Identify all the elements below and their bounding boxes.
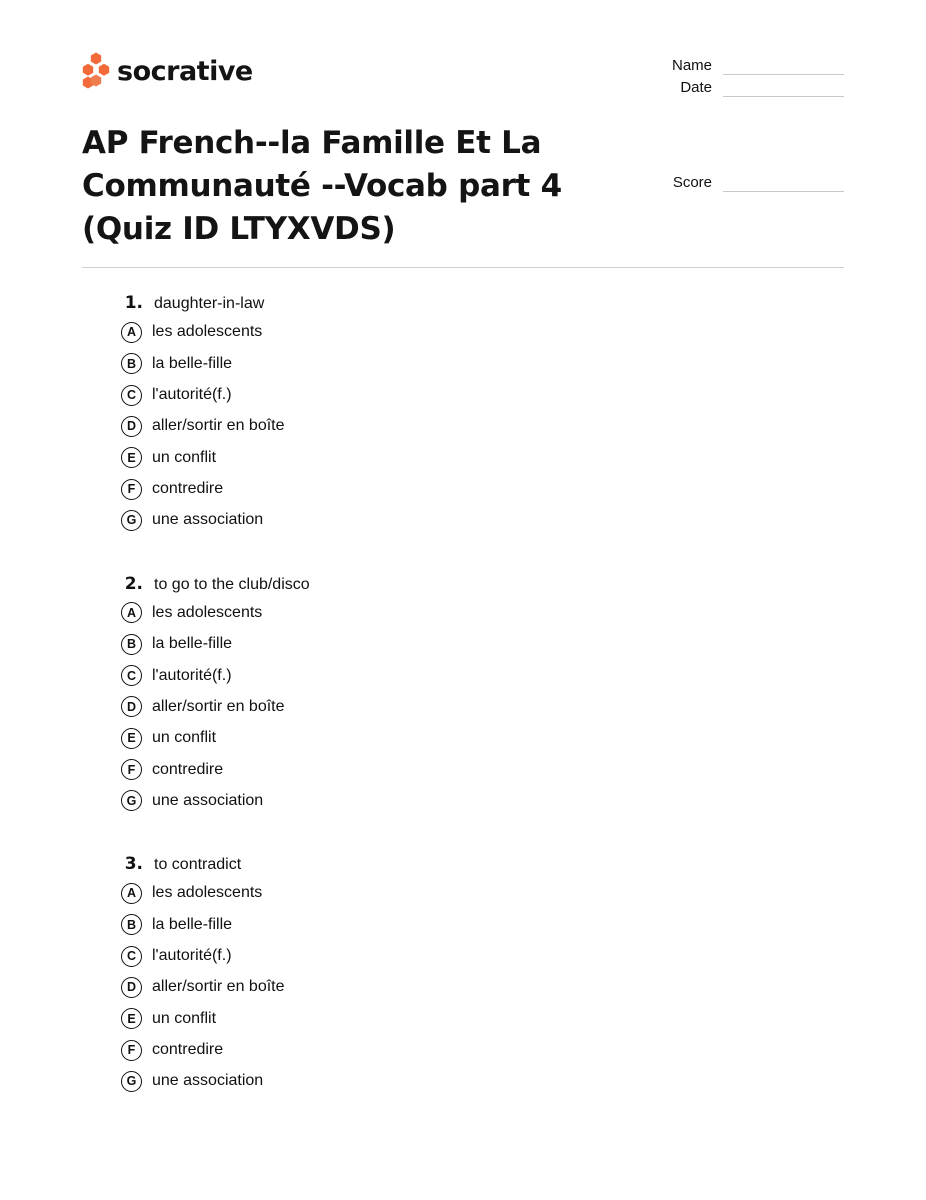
- option-a[interactable]: [121, 319, 621, 345]
- socrative-logo: [82, 52, 253, 90]
- option-letter-circle[interactable]: D: [121, 977, 142, 998]
- option-text: une association: [152, 1072, 264, 1089]
- option-text: contredire: [152, 760, 224, 778]
- brand-name: socrative: [117, 55, 253, 87]
- option-g[interactable]: [121, 788, 621, 814]
- option-text: aller/sortir en boîte: [152, 978, 285, 995]
- option-a[interactable]: [121, 880, 621, 906]
- option-e[interactable]: [121, 725, 621, 751]
- score-label: Score: [672, 174, 712, 191]
- question-number: 3.: [124, 854, 143, 874]
- header-divider: [82, 267, 844, 268]
- option-text: l'autorité(f.): [152, 386, 232, 403]
- option-text: les adolescents: [152, 603, 263, 621]
- option-letter-circle[interactable]: G: [121, 1071, 142, 1092]
- question-1: [0, 290, 926, 571]
- option-letter-circle[interactable]: C: [121, 385, 142, 406]
- name-line[interactable]: [723, 74, 844, 75]
- option-text: les adolescents: [152, 323, 263, 340]
- option-g[interactable]: [121, 507, 621, 533]
- option-letter-circle[interactable]: D: [121, 696, 142, 717]
- option-text: la belle-fille: [152, 635, 233, 652]
- option-text: une association: [152, 511, 264, 528]
- option-c[interactable]: [121, 663, 621, 689]
- score-line[interactable]: [723, 191, 844, 192]
- option-letter-circle[interactable]: E: [121, 728, 142, 749]
- hexagon-cluster-icon: [82, 52, 110, 90]
- option-letter-circle[interactable]: A: [121, 322, 142, 343]
- option-letter-circle[interactable]: C: [121, 946, 142, 967]
- option-letter-circle[interactable]: C: [121, 665, 142, 686]
- option-letter-circle[interactable]: F: [121, 759, 142, 780]
- option-letter-circle[interactable]: B: [121, 353, 142, 374]
- option-b[interactable]: [121, 351, 621, 377]
- option-letter-circle[interactable]: D: [121, 416, 142, 437]
- option-text: l'autorité(f.): [152, 947, 232, 964]
- question-prompt: to contradict: [154, 856, 242, 873]
- option-e[interactable]: [121, 1006, 621, 1032]
- option-c[interactable]: [121, 943, 621, 969]
- option-letter-circle[interactable]: F: [121, 479, 142, 500]
- question-list: [0, 290, 926, 1132]
- name-label: Name: [671, 57, 712, 74]
- option-text: la belle-fille: [152, 354, 233, 372]
- option-letter-circle[interactable]: E: [121, 1008, 142, 1029]
- quiz-title: AP French--la Famille Et La Communauté --Vocab part 4 (Quiz ID LTYXVDS): [82, 125, 562, 247]
- question-prompt: daughter-in-law: [154, 295, 265, 312]
- option-text: contredire: [152, 1041, 224, 1058]
- question-header: [0, 290, 926, 318]
- option-d[interactable]: [121, 974, 621, 1000]
- option-f[interactable]: [121, 1037, 621, 1063]
- option-text: un conflit: [152, 729, 217, 746]
- option-e[interactable]: [121, 445, 621, 471]
- option-d[interactable]: [121, 694, 621, 720]
- question-header: [0, 851, 926, 879]
- question-3: [0, 851, 926, 1132]
- option-text: une association: [152, 791, 264, 809]
- option-c[interactable]: [121, 382, 621, 408]
- option-text: un conflit: [152, 1009, 217, 1027]
- option-text: aller/sortir en boîte: [152, 697, 285, 715]
- option-letter-circle[interactable]: E: [121, 447, 142, 468]
- question-number: 1.: [124, 293, 143, 313]
- option-g[interactable]: [121, 1068, 621, 1094]
- question-prompt: to go to the club/disco: [154, 575, 310, 593]
- option-d[interactable]: [121, 413, 621, 439]
- option-text: les adolescents: [152, 884, 263, 901]
- score-field[interactable]: [600, 173, 844, 193]
- option-f[interactable]: [121, 476, 621, 502]
- option-letter-circle[interactable]: F: [121, 1040, 142, 1061]
- option-f[interactable]: [121, 757, 621, 783]
- option-text: aller/sortir en boîte: [152, 417, 285, 434]
- option-letter-circle[interactable]: B: [121, 634, 142, 655]
- option-letter-circle[interactable]: B: [121, 914, 142, 935]
- date-label: Date: [680, 79, 712, 96]
- option-text: un conflit: [152, 448, 217, 466]
- option-a[interactable]: [121, 600, 621, 626]
- option-text: la belle-fille: [152, 915, 233, 933]
- name-field[interactable]: [600, 56, 844, 76]
- option-b[interactable]: [121, 631, 621, 657]
- option-text: contredire: [152, 480, 224, 497]
- option-letter-circle[interactable]: A: [121, 883, 142, 904]
- option-letter-circle[interactable]: A: [121, 602, 142, 623]
- option-b[interactable]: [121, 912, 621, 938]
- date-line[interactable]: [723, 96, 844, 97]
- date-field[interactable]: [600, 78, 844, 98]
- option-letter-circle[interactable]: G: [121, 790, 142, 811]
- question-number: 2.: [124, 573, 143, 594]
- question-header: [0, 571, 926, 599]
- option-text: l'autorité(f.): [152, 666, 232, 684]
- option-letter-circle[interactable]: G: [121, 510, 142, 531]
- question-2: [0, 571, 926, 852]
